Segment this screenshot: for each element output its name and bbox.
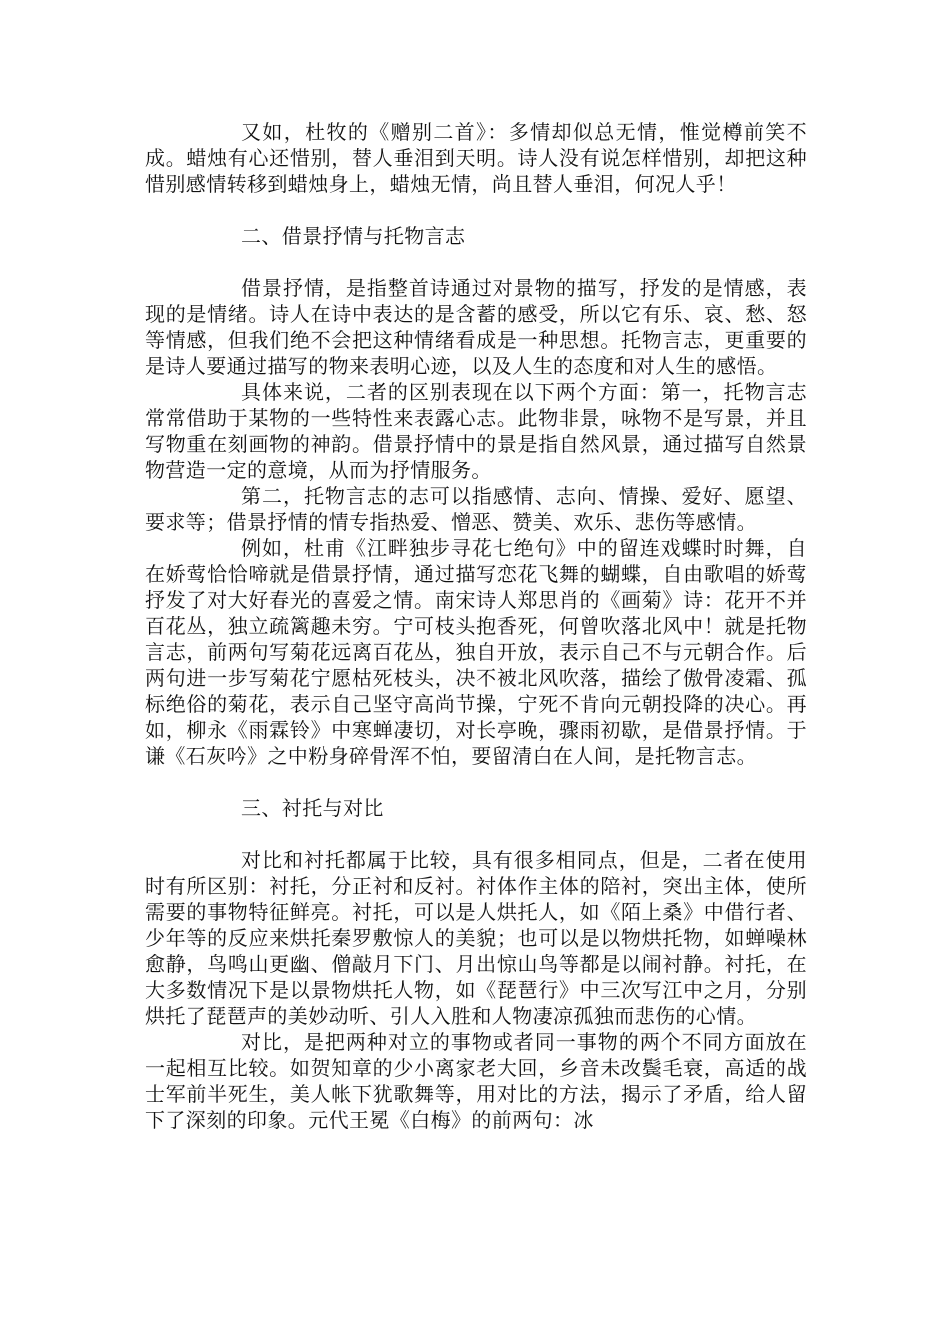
paragraph-difference-first: 具体来说，二者的区别表现在以下两个方面：第一，托物言志常常借助于某物的一些特性来表露心志。此物非景，咏物不是写景，并且写物重在刻画物的神韵。借景抒情中的景是指自然风景，通过描写自然景物营造一定的意境，从而为抒情服务。: [145, 380, 807, 482]
paragraph-difference-second: 第二，托物言志的志可以指感情、志向、情操、爱好、愿望、要求等；借景抒情的情专指热爱、憎恶、赞美、欢乐、悲伤等感情。: [145, 484, 807, 534]
paragraph-gap: [145, 821, 807, 847]
paragraph-contrast: 对比，是把两种对立的事物或者同一事物的两个不同方面放在一起相互比较。如贺知章的少小离家老大回，乡音未改鬓毛衰，高适的战士军前半死生，美人帐下犹歌舞等，用对比的方法，揭示了矛盾，给人留下了深刻的印象。元代王冕《白梅》的前两句：冰: [145, 1030, 807, 1132]
paragraph-gap: [145, 769, 807, 795]
paragraph-examples: 例如，杜甫《江畔独步寻花七绝句》中的留连戏蝶时时舞，自在娇莺恰恰啼就是借景抒情，通过描写恋花飞舞的蝴蝶，自由歌唱的娇莺抒发了对大好春光的喜爱之情。南宋诗人郑思肖的《画菊》诗：花开不并百花丛，独立疏篱趣未穷。宁可枝头抱香死，何曾吹落北风中！就是托物言志，前两句写菊花远离百花丛，独自开放，表示自己不与元朝合作。后两句进一步写菊花宁愿枯死枝头，决不被北风吹落，描绘了傲骨凌霜、孤标绝俗的菊花，表示自己坚守高尚节操，宁死不肯向元朝投降的决心。再如，柳永《雨霖铃》中寒蝉凄切，对长亭晚，骤雨初歇，是借景抒情。于谦《石灰吟》之中粉身碎骨浑不怕，要留清白在人间，是托物言志。: [145, 536, 807, 768]
paragraph-contrast-foil: 对比和衬托都属于比较，具有很多相同点，但是，二者在使用时有所区别：衬托，分正衬和反衬。衬体作主体的陪衬，突出主体，使所需要的事物特征鲜亮。衬托，可以是人烘托人，如《陌上桑》中借行者、少年等的反应来烘托秦罗敷惊人的美貌；也可以是以物烘托物，如蝉噪林愈静，鸟鸣山更幽、僧敲月下门、月出惊山鸟等都是以闹衬静。衬托，在大多数情况下是以景物烘托人物，如《琵琶行》中三次写江中之月，分别烘托了琵琶声的美妙动听、引人入胜和人物凄凉孤独而悲伤的心情。: [145, 848, 807, 1028]
paragraph-definition: 借景抒情，是指整首诗通过对景物的描写，抒发的是情感，表现的是情绪。诗人在诗中表达的是含蓄的感受，所以它有乐、哀、愁、怒等情感，但我们绝不会把这种情绪看成是一种思想。托物言志，更重要的是诗人要通过描写的物来表明心迹，以及人生的态度和对人生的感悟。: [145, 276, 807, 378]
paragraph-gap: [145, 197, 807, 223]
paragraph-gap: [145, 249, 807, 275]
document-body: [145, 119, 807, 1133]
paragraph-du-mu-example: 又如，杜牧的《赠别二首》：多情却似总无情，惟觉樽前笑不成。蜡烛有心还惜别，替人垂泪到天明。诗人没有说怎样惜别，却把这种惜别感情转移到蜡烛身上，蜡烛无情，尚且替人垂泪，何况人乎！: [145, 120, 807, 196]
section-heading-2: 二、借景抒情与托物言志: [241, 224, 466, 248]
section-heading-3: 三、衬托与对比: [241, 796, 384, 820]
